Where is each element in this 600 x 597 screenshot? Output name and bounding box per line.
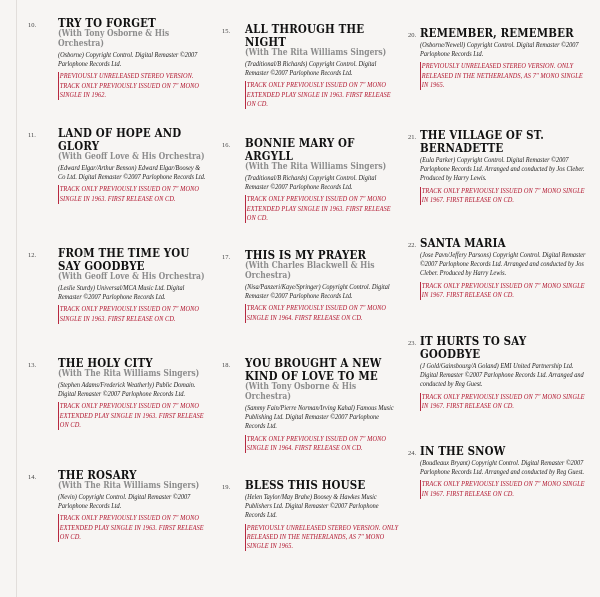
track-entry	[222, 22, 398, 109]
track-credits: (Leslie Sturdy) Universal/MCA Music Ltd. Digital Remaster ©2007 Parlophone Records Ltd.	[58, 284, 185, 302]
track-credits: (Eula Parker) Copyright Control. Digital Remaster ©2007 Parlophone Records Ltd. Arranged and conducted by Jos Cleber. Produced by Harry Lewis.	[420, 156, 585, 183]
track-entry	[28, 16, 206, 100]
release-note: TRACK ONLY PREVIOUSLY ISSUED ON 7" MONO SINGLE IN 1967. FIRST RELEASE ON CD.	[420, 393, 590, 411]
track-number: 15.	[222, 28, 231, 35]
track-credits: (Osborne/Newell) Copyright Control. Digital Remaster ©2007 Parlophone Records Ltd.	[420, 41, 579, 59]
track-number: 23.	[408, 340, 417, 347]
track-performers: (With The Rita Williams Singers)	[58, 368, 200, 379]
track-number: 13.	[28, 362, 37, 369]
page-fold-line	[16, 0, 17, 597]
track-credits: (Nevin) Copyright Control. Digital Remaster ©2007 Parlophone Records Ltd.	[58, 493, 191, 511]
track-title: FROM THE TIME YOU SAY GOODBYE	[58, 245, 190, 273]
release-note: TRACK ONLY PREVIOUSLY ISSUED ON 7" MONO SINGLE IN 1964. FIRST RELEASE ON CD.	[245, 304, 400, 322]
track-credits: (Sammy Fain/Pierre Norman/Irving Kahal) Famous Music Publishing Ltd. Digital Remaster ©2007 Parlophone Records Ltd.	[245, 404, 394, 431]
track-credits: (Jose Pavn/Jeffery Parsons) Copyright Control. Digital Remaster ©2007 Parlophone Records Ltd. Arranged and conducted by Jos Cleber. Produced by Harry Lewis.	[420, 251, 586, 278]
release-note: TRACK ONLY PREVIOUSLY ISSUED ON 7" MONO EXTENDED PLAY SINGLE IN 1963. FIRST RELEASE ON CD.	[58, 514, 208, 542]
track-performers: (With The Rita Williams Singers)	[245, 47, 387, 58]
track-number: 21.	[408, 134, 417, 141]
track-title: TRY TO FORGET	[58, 15, 156, 30]
track-credits: (Helen Taylor/May Brahe) Boosey & Hawkes Music Publishers Ltd. Digital Remaster ©2007 Parlophone Records Ltd.	[245, 493, 379, 520]
track-entry	[222, 356, 398, 453]
track-number: 14.	[28, 474, 37, 481]
track-number: 11.	[28, 132, 36, 139]
track-entry	[408, 236, 588, 300]
track-entry	[28, 126, 206, 204]
release-note: TRACK ONLY PREVIOUSLY ISSUED ON 7" MONO EXTENDED PLAY SINGLE IN 1963. FIRST RELEASE ON CD.	[245, 81, 400, 109]
track-title: LAND OF HOPE AND GLORY	[58, 125, 182, 153]
release-note: TRACK ONLY PREVIOUSLY ISSUED ON 7" MONO SINGLE IN 1967. FIRST RELEASE ON CD.	[420, 282, 590, 300]
release-note: TRACK ONLY PREVIOUSLY ISSUED ON 7" MONO SINGLE IN 1964. FIRST RELEASE ON CD.	[245, 435, 400, 453]
track-credits: (Traditional/B Richards) Copyright Control. Digital Remaster ©2007 Parlophone Records Ltd.	[245, 60, 377, 78]
release-note: TRACK ONLY PREVIOUSLY ISSUED ON 7" MONO SINGLE IN 1967. FIRST RELEASE ON CD.	[420, 187, 590, 205]
release-note: TRACK ONLY PREVIOUSLY ISSUED ON 7" MONO EXTENDED PLAY SINGLE IN 1963. FIRST RELEASE ON CD.	[58, 402, 208, 430]
track-entry	[408, 444, 588, 499]
track-title: IT HURTS TO SAY GOODBYE	[420, 333, 527, 361]
track-title: THE VILLAGE OF ST. BERNADETTE	[420, 127, 544, 155]
track-entry	[28, 356, 206, 430]
track-entry	[408, 26, 588, 90]
track-performers: (With The Rita Williams Singers)	[58, 480, 200, 491]
track-performers: (With Tony Osborne & His Orchestra)	[245, 381, 357, 402]
release-note: PREVIOUSLY UNRELEASED STEREO VERSION. ONLY RELEASED IN THE NETHERLANDS, AS 7" MONO SINGLE IN 1965.	[246, 523, 399, 551]
track-number: 19.	[222, 484, 231, 491]
track-credits: (Stephen Adams/Frederick Weatherly) Public Domain. Digital Remaster ©2007 Parlophone Records Ltd.	[58, 381, 196, 399]
track-title: ALL THROUGH THE NIGHT	[245, 21, 365, 49]
track-entry	[222, 136, 398, 223]
track-credits: (Nisa/Panzeri/Kaye/Springer) Copyright Control. Digital Remaster ©2007 Parlophone Records Ltd.	[245, 283, 390, 301]
release-note: TRACK ONLY PREVIOUSLY ISSUED ON 7" MONO SINGLE IN 1963. FIRST RELEASE ON CD.	[58, 305, 208, 323]
track-title: THE HOLY CITY	[58, 355, 153, 370]
release-note: TRACK ONLY PREVIOUSLY ISSUED ON 7" MONO SINGLE IN 1963. FIRST RELEASE ON CD.	[58, 185, 208, 203]
track-entry	[222, 248, 398, 323]
track-credits: (Osborne) Copyright Control. Digital Remaster ©2007 Parlophone Records Ltd.	[58, 51, 198, 69]
track-entry	[408, 334, 588, 411]
track-number: 18.	[222, 362, 231, 369]
release-note: PREVIOUSLY UNRELEASED STEREO VERSION. ONLY RELEASED IN THE NETHERLANDS, AS 7" MONO SINGLE IN 1965.	[420, 62, 590, 90]
track-credits: (J Gold/Gainsbourg/A Goland) EMI United Partnership Ltd. Digital Remaster ©2007 Parlophone Records Ltd. Arranged and conducted by Reg Guest.	[420, 362, 584, 389]
track-performers: (With Charles Blackwell & His Orchestra)	[245, 260, 375, 281]
track-entry	[408, 128, 588, 205]
track-performers: (With Geoff Love & His Orchestra)	[58, 271, 205, 282]
track-entry	[28, 468, 206, 542]
track-title: THIS IS MY PRAYER	[245, 247, 367, 262]
release-note: PREVIOUSLY UNRELEASED STEREO VERSION. TRACK ONLY PREVIOUSLY ISSUED ON 7" MONO SINGLE IN 1962.	[58, 72, 208, 100]
track-number: 17.	[222, 254, 231, 261]
track-number: 12.	[28, 252, 37, 259]
track-credits: (Traditional/B Richards) Copyright Control. Digital Remaster ©2007 Parlophone Records Ltd.	[245, 174, 377, 192]
track-number: 22.	[408, 242, 417, 249]
track-title: BLESS THIS HOUSE	[245, 477, 366, 492]
track-credits: (Edward Elgar/Arthur Benson) Edward Elgar/Boosey & Co Ltd. Digital Remaster ©2007 Parlophone Records Ltd.	[58, 164, 206, 182]
track-title: REMEMBER, REMEMBER	[420, 25, 574, 40]
track-number: 24.	[408, 450, 417, 457]
track-number: 20.	[408, 32, 417, 39]
track-title: BONNIE MARY OF ARGYLL	[245, 135, 355, 163]
track-title: THE ROSARY	[58, 467, 137, 482]
track-performers: (With Tony Osborne & His Orchestra)	[58, 28, 170, 49]
track-entry	[222, 478, 398, 551]
track-number: 16.	[222, 142, 231, 149]
track-title: IN THE SNOW	[420, 443, 506, 458]
track-credits: (Boudleaux Bryant) Copyright Control. Digital Remaster ©2007 Parlophone Records Ltd. Arranged and conducted by Reg Guest.	[420, 459, 585, 477]
track-title: SANTA MARIA	[420, 235, 506, 250]
release-note: TRACK ONLY PREVIOUSLY ISSUED ON 7" MONO EXTENDED PLAY SINGLE IN 1963. FIRST RELEASE ON CD.	[245, 195, 400, 223]
release-note: TRACK ONLY PREVIOUSLY ISSUED ON 7" MONO SINGLE IN 1967. FIRST RELEASE ON CD.	[420, 480, 590, 498]
track-performers: (With Geoff Love & His Orchestra)	[58, 151, 205, 162]
track-title: YOU BROUGHT A NEW KIND OF LOVE TO ME	[245, 355, 382, 383]
track-performers: (With The Rita Williams Singers)	[245, 161, 387, 172]
track-number: 10.	[28, 22, 37, 29]
track-entry	[28, 246, 206, 324]
